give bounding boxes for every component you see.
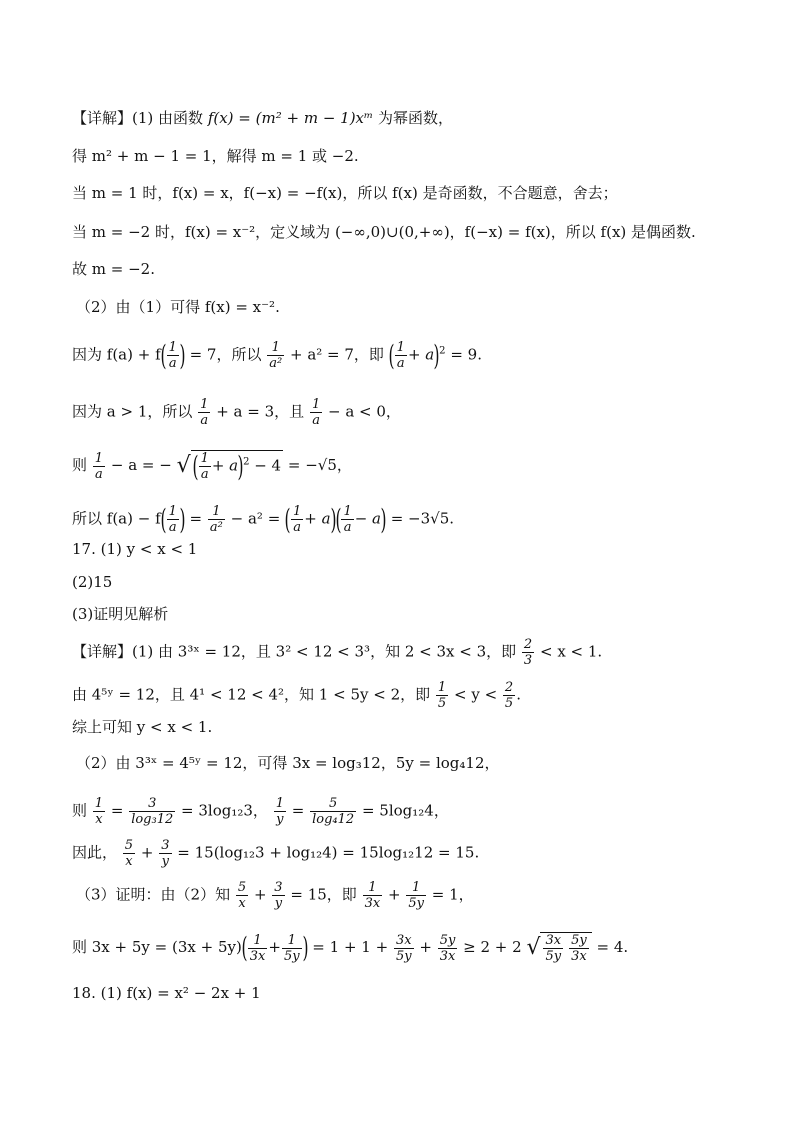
math-expr: f(x) = (m² + m − 1)xᵐ [207, 109, 374, 127]
line-text: < y < [453, 685, 498, 704]
solution-line-14 [72, 637, 602, 668]
line-text: 由 4⁵ʸ = 12，且 4¹ < 12 < 4²，知 1 < 5y < 2，即 [72, 685, 431, 704]
solution-line-3: 当 m = 1 时，f(x) = x，f(−x) = −f(x)，所以 f(x) 是奇函数，不合题意，舍去； [72, 184, 618, 202]
line-text: = 15(log₁₂3 + log₁₂4) = 15log₁₂12 = 15. [177, 843, 480, 862]
paren-right: ) [179, 502, 186, 536]
frac-den: a [168, 520, 177, 535]
paren-left: ( [192, 449, 199, 483]
fraction [93, 451, 105, 482]
paren-right: ) [330, 502, 337, 536]
solution-line-4: 当 m = −2 时，f(x) = x⁻²，定义域为 (−∞,0)∪(0,+∞)，f(−x) = f(x)，所以 f(x) 是偶函数. [72, 223, 696, 241]
line-text: = 5log₁₂4， [361, 801, 449, 820]
frac-num: 1 [311, 397, 321, 412]
solution-line-17: （2）由 3³ˣ = 4⁵ʸ = 12，可得 3x = log₃12，5y = log₄12， [76, 754, 500, 772]
frac-num: 5 [124, 838, 134, 853]
frac-den: 5 [504, 696, 514, 711]
line-text: = 4. [596, 938, 629, 956]
math-text: + [140, 843, 154, 862]
answer-17-part3: (3)证明见解析 [72, 605, 169, 623]
square-root [177, 450, 284, 482]
fraction [248, 933, 268, 964]
line-text: − a² = [230, 509, 281, 528]
line-text: − a < 0， [328, 402, 401, 421]
frac-den: 5y [283, 948, 300, 964]
frac-den: 3x [364, 896, 381, 911]
paren-right: ) [433, 338, 440, 372]
frac-num: 1 [293, 504, 302, 519]
frac-num: 3 [274, 880, 283, 895]
frac-num: 2 [523, 637, 533, 652]
paren-left: ( [160, 502, 167, 536]
math-text: + a [304, 509, 331, 528]
fraction [543, 933, 563, 964]
frac-num: 5 [237, 880, 247, 895]
fraction [503, 680, 515, 711]
radical-sign: √ [526, 935, 541, 960]
line-text: = 15，即 [290, 885, 357, 904]
line-text: + a² = 7，即 [289, 345, 384, 364]
radicand [540, 932, 591, 964]
frac-den: y [161, 854, 170, 869]
frac-den: 5y [395, 948, 412, 964]
frac-den: y [276, 812, 284, 827]
solution-line-8 [72, 397, 401, 428]
solution-line-21 [72, 932, 628, 964]
fraction [282, 933, 302, 964]
frac-num: 1 [363, 880, 383, 896]
frac-num: 1 [248, 933, 268, 949]
line-text: 因此， [72, 843, 118, 862]
frac-num: 5 [310, 796, 356, 812]
solution-line-7 [72, 340, 482, 371]
line-text: = 1 + 1 + [312, 938, 389, 956]
solution-line-18: 则 $\frac{1}{x}$ = $\frac{3}{\text{log₃12}}$ = 3log₁₂3， $\frac{1}{y}$ = $\frac{5}{\text{log₄12}}$ = 5log₁₂4， [72, 796, 449, 827]
fraction [159, 838, 171, 869]
frac-den: a [312, 413, 320, 428]
exponent: 2 [243, 456, 250, 468]
radicand [191, 450, 283, 482]
line-text: = −√5， [287, 456, 352, 474]
radical-sign: √ [176, 453, 191, 478]
paren-right: ) [179, 338, 186, 372]
frac-den: 5 [437, 696, 447, 711]
fraction [236, 880, 248, 911]
math-text: + a [407, 345, 435, 364]
line-text: = −3√5. [390, 509, 455, 528]
fraction [167, 504, 179, 535]
line-text: − a = − [110, 456, 172, 474]
answer-18-part1: 18. (1) f(x) = x² − 2x + 1 [72, 984, 261, 1002]
solution-line-9 [72, 450, 352, 482]
frac-num: 1 [94, 450, 104, 466]
frac-den: 5y [545, 949, 562, 964]
fraction [274, 796, 286, 827]
fraction [522, 637, 534, 668]
frac-num: 1 [282, 933, 302, 949]
frac-num: 3x [394, 933, 414, 949]
line-text: ≥ 2 + 2 [463, 938, 522, 956]
frac-num: 5y [571, 933, 587, 948]
line-text: 因为 f(a) + f [72, 345, 161, 364]
frac-num: 3 [161, 838, 170, 853]
solution-line-15 [72, 680, 521, 711]
paren-left: ( [160, 338, 167, 372]
fraction [569, 933, 589, 964]
paren-right: ) [237, 449, 244, 483]
fraction [123, 838, 135, 869]
line-text: 为幂函数， [378, 109, 454, 127]
frac-num: 1 [168, 340, 177, 355]
fraction [310, 397, 322, 428]
math-text: − 4 [254, 456, 282, 475]
paren-left: ( [388, 338, 395, 372]
frac-num: 3x [543, 933, 563, 949]
solution-line-2: 得 m² + m − 1 = 1，解得 m = 1 或 −2. [72, 147, 359, 165]
fraction [129, 796, 175, 827]
frac-den: a² [209, 520, 223, 535]
frac-num: 3 [129, 796, 175, 812]
paren-left: ( [284, 502, 291, 536]
line-text: 【详解】(1) 由函数 [72, 109, 204, 127]
fraction [208, 504, 225, 535]
line-text: . [516, 685, 521, 704]
fraction [341, 504, 353, 535]
fraction [406, 880, 426, 911]
frac-den: log₄12 [312, 812, 355, 827]
line-text: 则 [72, 456, 88, 474]
paren-left: ( [334, 502, 341, 536]
line-text: 因为 a > 1，所以 [72, 402, 193, 421]
frac-num: 1 [396, 340, 405, 355]
square-root [526, 932, 591, 964]
frac-num: 5y [439, 932, 456, 948]
frac-num: 1 [168, 504, 177, 519]
frac-num: 1 [208, 504, 225, 520]
fraction [394, 933, 414, 964]
math-text: + a [211, 456, 239, 475]
frac-den: log₃12 [131, 812, 174, 827]
line-text: 则 [72, 801, 88, 820]
exponent: 2 [439, 345, 446, 357]
answer-17-part2: (2)15 [72, 573, 113, 591]
frac-den: 5y [408, 896, 424, 911]
frac-num: 1 [437, 680, 447, 695]
frac-den: y [274, 896, 283, 911]
fraction [363, 880, 383, 911]
frac-den: a [396, 356, 405, 371]
frac-den: a² [269, 356, 283, 371]
answer-17-part1: 17. (1) y < x < 1 [72, 540, 198, 558]
frac-num: 1 [275, 796, 284, 811]
frac-den: a [200, 413, 209, 428]
line-text: + a = 3，且 [216, 402, 305, 421]
math-text: − a [354, 509, 381, 528]
solution-line-20 [76, 880, 474, 911]
frac-den: x [125, 854, 133, 869]
paren-right: ) [302, 931, 309, 964]
fraction [167, 340, 179, 371]
frac-den: a [293, 520, 302, 535]
frac-num: 1 [94, 796, 104, 811]
line-text: < x < 1. [539, 642, 603, 661]
frac-den: a [168, 356, 177, 371]
line-text: 【详解】(1) 由 3³ˣ = 12，且 3² < 12 < 3³，知 2 < 3x < 3，即 [72, 642, 517, 661]
fraction [272, 880, 284, 911]
paren-right: ) [380, 502, 387, 536]
fraction [267, 340, 284, 371]
frac-num: 1 [200, 451, 209, 466]
solution-line-5: 故 m = −2. [72, 260, 155, 278]
line-text: （3）证明：由（2）知 [76, 885, 231, 904]
frac-den: 3x [571, 949, 587, 964]
frac-num: 2 [504, 680, 514, 695]
math-text: + [268, 938, 281, 956]
frac-den: 3x [249, 948, 266, 964]
line-text: = 3log₁₂3， [181, 801, 268, 820]
solution-line-19 [72, 838, 479, 869]
frac-den: 3 [523, 653, 533, 668]
fraction [291, 504, 303, 535]
line-text: 所以 f(a) − f [72, 509, 161, 528]
frac-num: 1 [406, 880, 426, 896]
math-text: + [387, 885, 401, 904]
frac-den: a [95, 466, 103, 482]
frac-den: a [343, 520, 352, 535]
solution-line-1 [72, 108, 453, 128]
frac-num: 1 [343, 504, 352, 519]
fraction [436, 680, 448, 711]
fraction [93, 796, 105, 827]
fraction [395, 340, 407, 371]
frac-num: 1 [200, 397, 209, 412]
solution-line-6: （2）由（1）可得 f(x) = x⁻². [76, 298, 280, 316]
math-text: + [253, 885, 267, 904]
fraction [438, 933, 458, 964]
line-text: = 1， [431, 885, 474, 904]
line-text: 则 3x + 5y = (3x + 5y) [72, 938, 242, 956]
fraction [198, 397, 210, 428]
math-text: + [419, 938, 432, 956]
line-text: = 7，所以 [189, 345, 262, 364]
frac-num: 1 [267, 340, 284, 356]
paren-left: ( [241, 931, 248, 964]
solution-line-10: 所以 f(a) − f( $\frac{1}{a}$ ) = $\frac{1}{\text{a²}}$ − a² = ( $\frac{1}{a}$ + a)( $\frac{1}{a}$ − a) = −3√5. [72, 502, 455, 536]
frac-den: x [95, 812, 103, 827]
frac-den: x [238, 896, 246, 911]
fraction [199, 451, 211, 482]
line-text: = 9. [450, 345, 482, 364]
frac-den: 3x [439, 948, 456, 964]
fraction [310, 796, 356, 827]
solution-line-16: 综上可知 y < x < 1. [72, 718, 213, 736]
frac-den: a [200, 467, 209, 482]
